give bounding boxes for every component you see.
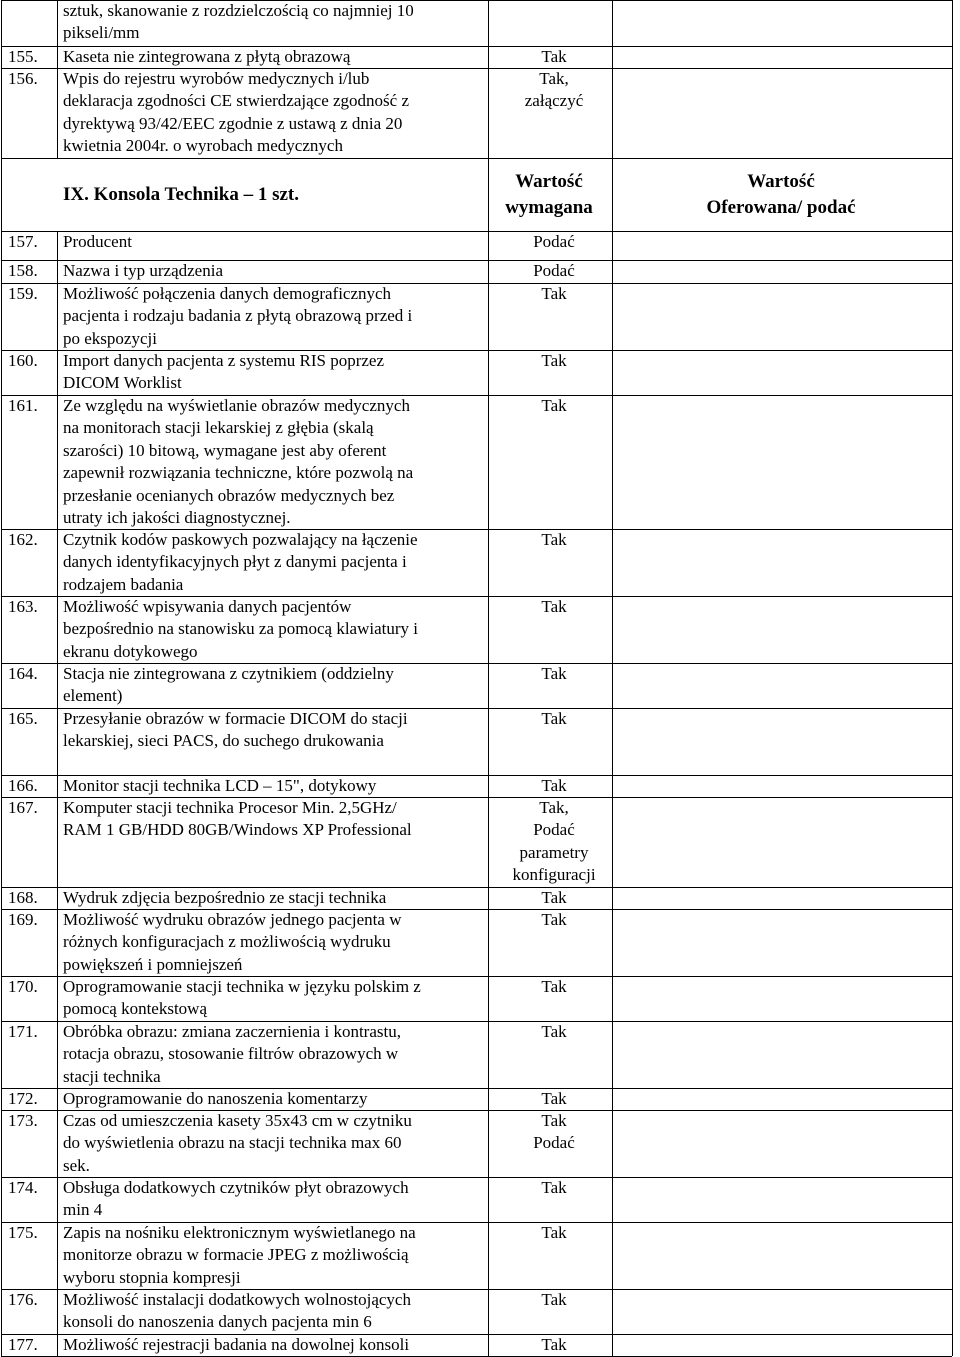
- row-number: 172.: [8, 1089, 38, 1108]
- table-border-horizontal: [1, 283, 952, 284]
- row-required-value: konfiguracji: [512, 865, 596, 885]
- row-description-line: dyrektywą 93/42/EEC zgodnie z ustawą z dnia 20: [63, 113, 403, 133]
- row-description-line: Możliwość instalacji dodatkowych wolnostojących: [63, 1290, 411, 1309]
- row-required-value: załączyć: [524, 91, 584, 111]
- row-description-line: Oprogramowanie stacji technika w języku polskim z: [63, 977, 421, 996]
- row-required-value: Tak: [541, 1335, 567, 1354]
- table-border-horizontal: [1, 708, 952, 709]
- row-description-line: Komputer stacji technika Procesor Min. 2,5GHz/: [63, 798, 397, 817]
- row-description-line: powiększeń i pomniejszeń: [63, 954, 243, 974]
- row-description-line: deklaracja zgodności CE stwierdzające zgodność z: [63, 91, 409, 111]
- table-border-horizontal: [1, 46, 952, 47]
- row-number: 170.: [8, 977, 38, 996]
- row-number: 162.: [8, 530, 38, 549]
- row-description-line: min 4: [63, 1200, 103, 1220]
- column-header-offered-line: Oferowana/ podać: [706, 197, 856, 218]
- row-description-line: różnych konfiguracjach z możliwością wydruku: [63, 932, 391, 952]
- row-description-line: Monitor stacji technika LCD – 15", dotykowy: [63, 776, 377, 795]
- row-required-value: Tak: [541, 977, 567, 996]
- section-title: IX. Konsola Technika – 1 szt.: [63, 184, 299, 205]
- row-description-line: szarości) 10 bitową, wymagane jest aby oferent: [63, 440, 387, 460]
- row-required-value: Tak: [541, 910, 567, 929]
- table-border-horizontal: [1, 596, 952, 597]
- table-border-left: [1, 0, 2, 1356]
- row-required-value: Tak: [541, 664, 567, 683]
- row-number: 176.: [8, 1290, 38, 1309]
- row-required-value: Tak: [541, 1089, 567, 1108]
- row-number: 175.: [8, 1223, 38, 1242]
- table-border-horizontal: [1, 1021, 952, 1022]
- row-description-line: Możliwość rejestracji badania na dowolnej konsoli: [63, 1335, 410, 1354]
- row-description-line: Możliwość wydruku obrazów jednego pacjenta w: [63, 910, 402, 929]
- row-description-line: Czas od umieszczenia kasety 35x43 cm w czytniku: [63, 1111, 412, 1130]
- row-description-line: Stacja nie zintegrowana z czytnikiem (oddzielny: [63, 664, 394, 683]
- row-description-line: Czytnik kodów paskowych pozwalający na łączenie: [63, 530, 418, 549]
- row-description-line: RAM 1 GB/HDD 80GB/Windows XP Professional: [63, 820, 412, 840]
- row-description-line: rodzajem badania: [63, 574, 184, 594]
- row-description-line: pacjenta i rodzaju badania z płytą obrazową przed i: [63, 306, 413, 326]
- row-description-line: po ekspozycji: [63, 328, 157, 348]
- row-required-value: Tak: [541, 284, 567, 303]
- table-border-horizontal: [1, 529, 952, 530]
- row-number: 164.: [8, 664, 38, 683]
- table-border-horizontal: [1, 775, 952, 776]
- table-border-horizontal: [1, 1334, 952, 1335]
- row-required-value: Tak: [541, 1290, 567, 1309]
- row-number: 157.: [8, 232, 38, 251]
- row-number: 165.: [8, 709, 38, 728]
- row-required-value: Tak: [541, 709, 567, 728]
- table-border-horizontal: [1, 68, 952, 69]
- row-description-line: zapewnił rozwiązania techniczne, które pozwolą na: [63, 463, 414, 483]
- row-number: 155.: [8, 47, 38, 66]
- row-description-line: danych identyfikacyjnych płyt z danymi pacjenta i: [63, 552, 407, 572]
- table-border-horizontal: [1, 797, 952, 798]
- row-description-line: Obsługa dodatkowych czytników płyt obrazowych: [63, 1178, 409, 1197]
- table-border-horizontal: [1, 976, 952, 977]
- column-header-required-line: Wartość: [515, 171, 583, 192]
- row-description-line: bezpośrednio na stanowisku za pomocą klawiatury i: [63, 619, 419, 639]
- table-border-horizontal: [1, 1222, 952, 1223]
- row-required-value: Podać: [533, 261, 575, 280]
- row-description-line: ekranu dotykowego: [63, 641, 198, 661]
- table-border-horizontal: [1, 1088, 952, 1089]
- row-description-line: stacji technika: [63, 1066, 161, 1086]
- table-border-right: [952, 0, 953, 1356]
- row-description-line: Producent: [63, 232, 132, 251]
- table-border-horizontal: [1, 158, 952, 159]
- row-description-line: Możliwość połączenia danych demograficznych: [63, 284, 392, 303]
- row-number: 168.: [8, 888, 38, 907]
- row-description-line: wyboru stopnia kompresji: [63, 1267, 241, 1287]
- table-border-num-end: [57, 0, 58, 158]
- row-required-value: Tak: [541, 1223, 567, 1242]
- row-description-line: element): [63, 686, 123, 706]
- row-description-line: pomocą kontekstową: [63, 999, 207, 1019]
- row-required-value: Tak: [541, 530, 567, 549]
- row-required-value: Podać: [533, 232, 575, 251]
- column-header-offered: [612, 169, 950, 221]
- row-description-line: kwietnia 2004r. o wyrobach medycznych: [63, 136, 343, 156]
- row-required-value: Podać: [533, 1133, 575, 1153]
- row-required-value: Tak: [541, 1022, 567, 1041]
- row-required-value: Tak: [541, 888, 567, 907]
- row-description-line: przesłanie ocenianych obrazów medycznych bez: [63, 485, 395, 505]
- row-number: 171.: [8, 1022, 38, 1041]
- row-required-value: Tak: [541, 597, 567, 616]
- row-description-line: Wpis do rejestru wyrobów medycznych i/lub: [63, 69, 370, 88]
- row-number: 159.: [8, 284, 38, 303]
- row-number: 163.: [8, 597, 38, 616]
- table-border-horizontal: [1, 1110, 952, 1111]
- table-border-horizontal: [1, 260, 952, 261]
- row-required-value: Tak,: [539, 798, 569, 817]
- row-required-value: Podać: [533, 820, 575, 840]
- table-border-horizontal: [1, 0, 952, 1]
- row-number: 166.: [8, 776, 38, 795]
- row-description-line: Zapis na nośniku elektronicznym wyświetlanego na: [63, 1223, 416, 1242]
- table-border-desc-end: [488, 0, 489, 158]
- row-description-line: lekarskiej, sieci PACS, do suchego drukowania: [63, 731, 384, 751]
- row-required-value: Tak: [541, 1178, 567, 1197]
- table-border-horizontal: [1, 887, 952, 888]
- row-description-line: pikseli/mm: [63, 23, 140, 43]
- row-description-line: Nazwa i typ urządzenia: [63, 261, 223, 280]
- column-header-offered-line: Wartość: [747, 171, 815, 192]
- table-border-horizontal: [1, 663, 952, 664]
- table-border-horizontal: [1, 395, 952, 396]
- row-required-value: Tak: [541, 1111, 567, 1130]
- row-required-value: Tak: [541, 47, 567, 66]
- column-header-required: [488, 169, 610, 221]
- row-description-line: monitorze obrazu w formacie JPEG z możliwością: [63, 1245, 409, 1265]
- row-description-line: Przesyłanie obrazów w formacie DICOM do stacji: [63, 709, 408, 728]
- row-description-line: sek.: [63, 1155, 90, 1175]
- row-number: 167.: [8, 798, 38, 817]
- row-number: 177.: [8, 1335, 38, 1354]
- row-description-line: Obróbka obrazu: zmiana zaczernienia i kontrastu,: [63, 1022, 401, 1041]
- row-number: 173.: [8, 1111, 38, 1130]
- table-border-num-end: [57, 231, 58, 1356]
- table-border-horizontal: [1, 231, 952, 232]
- row-description-line: utraty ich jakości diagnostycznej.: [63, 508, 291, 527]
- row-required-value: Tak,: [539, 69, 569, 88]
- table-border-horizontal: [1, 909, 952, 910]
- row-number: 161.: [8, 396, 38, 415]
- row-description-line: rotacja obrazu, stosowanie filtrów obrazowych w: [63, 1044, 399, 1064]
- table-border-desc-end: [488, 158, 489, 1356]
- row-number: 160.: [8, 351, 38, 370]
- table-border-horizontal: [1, 1289, 952, 1290]
- row-required-value: parametry: [519, 842, 589, 862]
- row-description-line: sztuk, skanowanie z rozdzielczością co najmniej 10: [63, 1, 414, 20]
- row-number: 156.: [8, 69, 38, 88]
- row-number: 169.: [8, 910, 38, 929]
- row-required-value: Tak: [541, 776, 567, 795]
- row-required-value: Tak: [541, 351, 567, 370]
- row-required-value: Tak: [541, 396, 567, 415]
- row-description-line: Import danych pacjenta z systemu RIS poprzez: [63, 351, 385, 370]
- table-border-horizontal: [1, 1177, 952, 1178]
- column-header-required-line: wymagana: [505, 197, 593, 218]
- row-description-line: Oprogramowanie do nanoszenia komentarzy: [63, 1089, 368, 1108]
- row-description-line: DICOM Worklist: [63, 373, 182, 393]
- row-description-line: Ze względu na wyświetlanie obrazów medycznych: [63, 396, 410, 415]
- row-description-line: na monitorach stacji lekarskiej z głębia (skalą: [63, 418, 374, 438]
- table-border-horizontal: [1, 350, 952, 351]
- row-description-line: Kaseta nie zintegrowana z płytą obrazową: [63, 47, 351, 66]
- row-number: 174.: [8, 1178, 38, 1197]
- row-description-line: konsoli do nanoszenia danych pacjenta min 6: [63, 1312, 372, 1332]
- row-description-line: Wydruk zdjęcia bezpośrednio ze stacji technika: [63, 888, 387, 907]
- row-description-line: Możliwość wpisywania danych pacjentów: [63, 597, 352, 616]
- row-number: 158.: [8, 261, 38, 280]
- row-description-line: do wyświetlenia obrazu na stacji technika max 60: [63, 1133, 402, 1153]
